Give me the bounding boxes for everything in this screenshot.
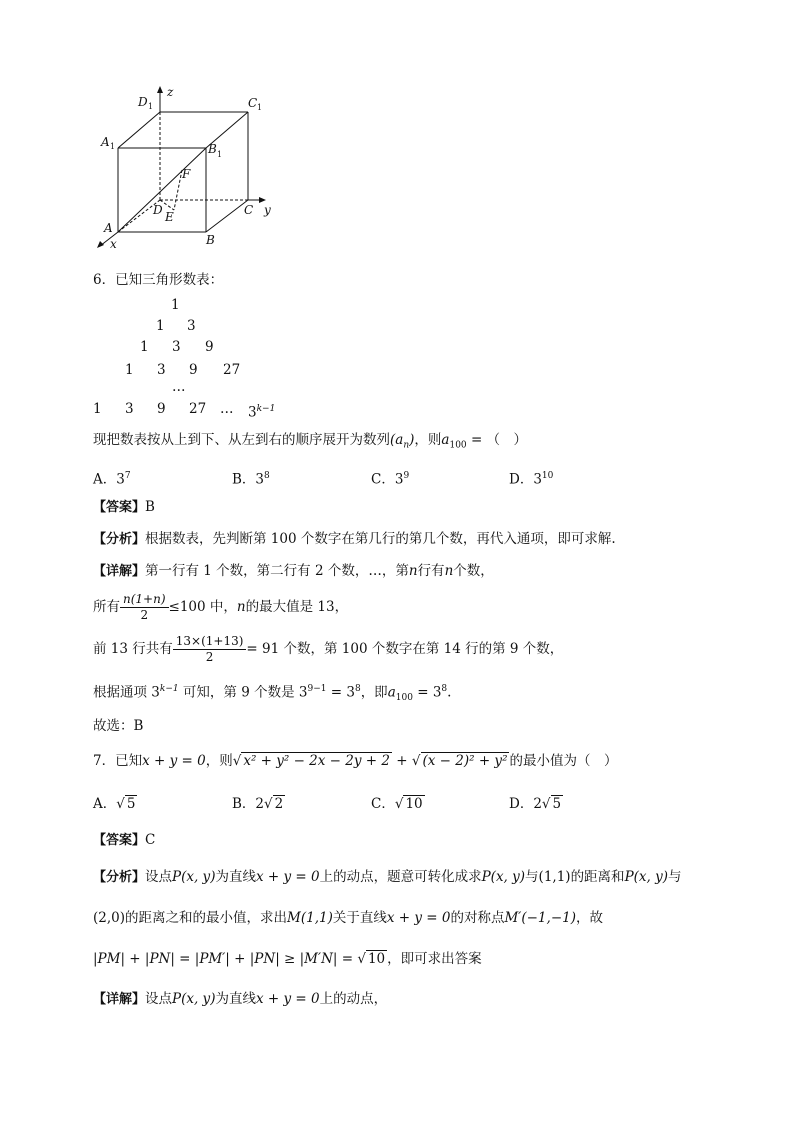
q6-detail-line2: 所有 $\frac{n(1+n)}{2}$ ≤100 中，n的最大值是 13， [93, 592, 349, 622]
tri-r4-c3: 9 [189, 362, 198, 378]
tri-r5-c5: … [220, 401, 234, 417]
q6-option-b[interactable]: B．$3^8$ [232, 471, 270, 488]
vertex-A1-sub: 1 [110, 142, 116, 151]
vertex-D1-label: D [138, 95, 148, 109]
point-E-label: E [165, 210, 174, 224]
vertex-A1-label: A [101, 135, 110, 149]
vertex-C-label: C [244, 203, 254, 217]
q6-detail-line1: 【详解】第一行有 1 个数，第二行有 2 个数，…，第n行有n个数， [93, 563, 494, 579]
q6-option-a[interactable]: A．$3^7$ [93, 471, 131, 488]
vertex-C1-label: C [248, 96, 258, 110]
q6-choose: 故选：B [93, 718, 144, 734]
tri-r4-c1: 1 [125, 362, 134, 378]
q6-detail-line3: 前 13 行共有 $\frac{13\times(1+13)}{2}$ = 91 个数，第 100 个数字在第 14 行的第 9 个数， [93, 634, 564, 664]
q7-option-b[interactable]: B．2√ 2 [232, 796, 284, 812]
q6-option-d[interactable]: D．$3^{10}$ [509, 471, 554, 488]
tri-r3-c2: 3 [172, 339, 181, 355]
tri-r5-c3: 9 [157, 401, 166, 417]
q7-answer: 【答案】C [93, 832, 156, 848]
tri-r5-c2: 3 [125, 401, 134, 417]
tri-r2-c1: 1 [156, 318, 165, 334]
point-F-label: F [182, 167, 191, 181]
vertex-C1-sub: 1 [257, 103, 263, 112]
q7-option-c[interactable]: C．√ 10 [371, 796, 423, 812]
q6-detail-line4: 根据通项 $3^{k-1}$ 可知，第 9 个数是 $3^{9-1} = 3^8$，即$a_{100} = 3^8$. [93, 684, 452, 704]
q6-stem: 6．已知三角形数表： [93, 272, 224, 288]
q7-option-d[interactable]: D．2√ 5 [509, 796, 562, 812]
vertex-A-label: A [104, 221, 113, 235]
tri-r2-c2: 3 [187, 318, 196, 334]
tri-r3-c1: 1 [140, 339, 149, 355]
tri-r5-c1: 1 [93, 401, 102, 417]
q7-analysis-line3: |PM| + |PN| = |PM′| + |PN| ≥ |M′N| = √ 10 ，即可求出答案 [93, 951, 482, 967]
axis-z-label: z [167, 85, 174, 99]
tri-r4-c4: 27 [223, 362, 241, 378]
q7-stem: 7．已知x + y = 0，则√ x² + y² − 2x − 2y + 2 + √ (x − 2)² + y² 的最小值为（ ） [93, 753, 618, 769]
q6-option-c[interactable]: C．$3^9$ [371, 471, 410, 488]
tri-r5-c4: 27 [189, 401, 207, 417]
q7-detail-line1: 【详解】设点P(x, y)为直线x + y = 0上的动点， [93, 991, 388, 1007]
vertex-B1-sub: 1 [217, 150, 223, 159]
q6-answer: 【答案】B [93, 499, 155, 515]
q7-analysis-line2: (2,0)的距离之和的最小值，求出M(1,1)关于直线x + y = 0的对称点M′(−1,−1)，故 [93, 910, 603, 926]
tri-r4-c2: 3 [157, 362, 166, 378]
tri-r3-c3: 9 [205, 339, 214, 355]
q7-option-a[interactable]: A．√ 5 [93, 796, 136, 812]
q6-question: 现把数表按从上到下、从左到右的顺序展开为数列$(a_n)$，则$a_{100}$ = （ ） [93, 432, 528, 451]
vertex-B1-label: B [208, 142, 217, 156]
axis-y-label: y [264, 203, 271, 217]
vertex-D1-sub: 1 [148, 102, 154, 111]
tri-r1-c1: 1 [171, 297, 180, 313]
cube-diagram [88, 82, 288, 254]
tri-dots: … [172, 379, 186, 395]
tri-r5-c6: $3^{k-1}$ [248, 404, 276, 421]
q6-analysis: 【分析】根据数表，先判断第 100 个数字在第几行的第几个数，再代入通项，即可求解. [93, 531, 616, 547]
axis-x-label: x [110, 237, 117, 251]
q7-analysis-line1: 【分析】设点P(x, y)为直线x + y = 0上的动点，题意可转化成求P(x, y)与(1,1)的距离和P(x, y)与 [93, 869, 682, 885]
vertex-D-label: D [153, 203, 163, 217]
vertex-B-label: B [206, 233, 215, 247]
